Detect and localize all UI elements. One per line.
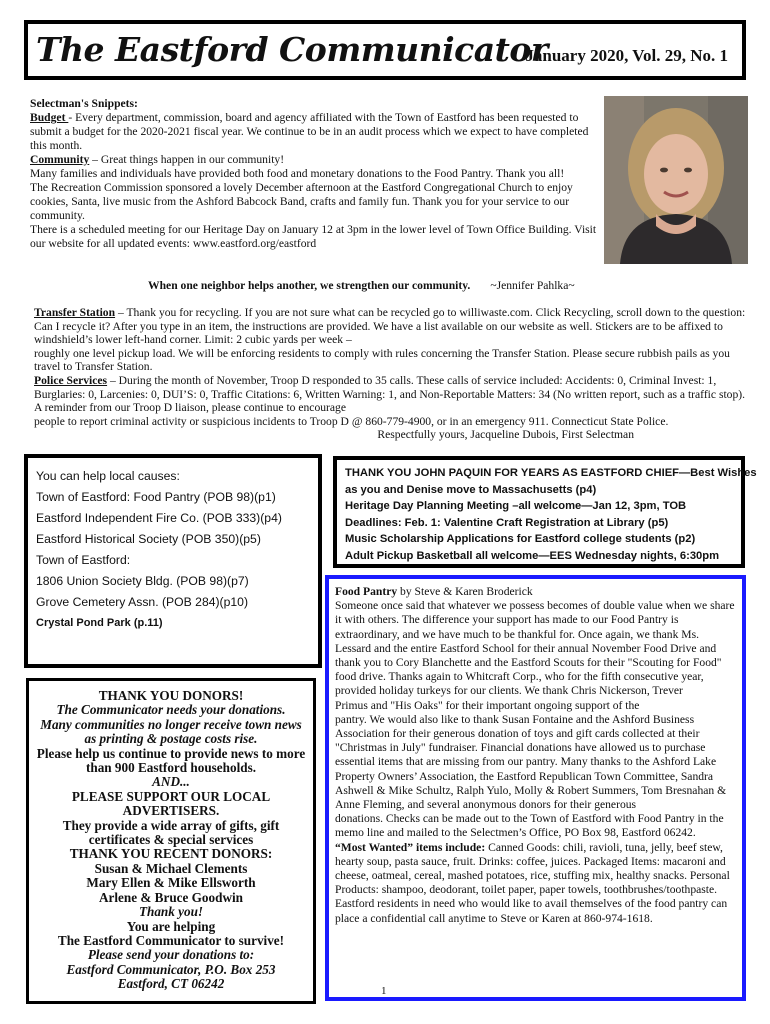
community-text: – Great things happen in our community! — [89, 153, 285, 166]
police-paragraph-2: people to report criminal activity or suspicious incidents to Troop D @ 860-779-4900, or in an emergency 911. Connecticut State Police. — [34, 414, 669, 428]
highlight-item: Music Scholarship Applications for Eastford college students (p2) — [345, 533, 696, 545]
donors-line: You are helping — [126, 918, 216, 934]
community-quote — [148, 279, 708, 293]
donors-line: THANK YOU RECENT DONORS: — [69, 846, 273, 862]
transfer-text: – Thank you for recycling. If you are not sure what can be recycled go to williwaste.com. Click Recycling, scroll down to the question: Can I recycle it? After you type in an item, the instructions are provided. We have a list available on our website as well. Stickers are to be affixed to windshield’s lower left-hand corner. Limit: 2 cubic yards per week – — [34, 306, 746, 347]
local-causes-box — [24, 454, 322, 668]
police-paragraph — [34, 374, 746, 415]
pantry-byline: by Steve & Karen Broderick — [397, 585, 533, 598]
food-pantry-article — [325, 575, 746, 1001]
donors-line: Please help us continue to provide news to more than 900 Eastford households. — [36, 745, 306, 776]
donors-address: Eastford, CT 06242 — [117, 976, 225, 992]
selectman-snippets — [30, 97, 600, 251]
highlight-item: Heritage Day Planning Meeting –all welcome—Jan 12, 3pm, TOB — [345, 500, 687, 512]
community-label: Community — [30, 153, 90, 166]
selectman-photo — [604, 96, 748, 264]
budget-label: Budget — [30, 111, 69, 124]
pantry-paragraph: Primus and "His Oaks" for their important ongoing support of the — [335, 698, 640, 712]
highlight-item: THANK YOU JOHN PAQUIN FOR YEARS AS EASTFORD CHIEF—Best Wishes — [345, 467, 757, 479]
selectman-signature: Respectfully yours, Jacqueline Dubois, First Selectman — [377, 428, 634, 442]
budget-text: - Every department, commission, board and agency affiliated with the Town of Eastford has been requested to submit a budget for the 2020-2021 fiscal year. We continue to be in an audit process which we expect to have completed this month. — [30, 111, 589, 152]
community-paragraph — [30, 153, 600, 167]
donors-line: The Communicator needs your donations. — [56, 702, 286, 718]
cause-item: Eastford Independent Fire Co. (POB 333)(p4) — [36, 511, 282, 525]
police-label: Police Services — [34, 373, 108, 387]
transfer-paragraph-2: roughly one level pickup load. We will be enforcing residents to comply with rules concerning the Transfer Station. Please secure rubbish pails as you travel to Transfer Station. — [34, 346, 730, 374]
recreation-line: The Recreation Commission sponsored a lovely December afternoon at the Eastford Congregational Church to enjoy cookies, Santa, live music from the Ashford Babcock Band, crafts and family fun. Thank you for your service to our community. — [30, 181, 573, 222]
pantry-paragraph: pantry. We would also like to thank Susan Fontaine and the Ashford Business Association for their generous donation of toys and gift cards collected at their "Christmas in July" fundraiser. Financial donations have allowed us to purchase essential items that are missing from our pantry. Many thanks to the Ashford Lake Property Owners’ Association, the Eastford Republican Town Committee, Sandra Ashwell & Mike Schultz, Ralph Yulo, Molly & Robert Summers, Tom Bresnahan & Anne Fleming, and several anonymous donors for their generous — [335, 712, 727, 812]
quote-text: When one neighbor helps another, we strengthen our community. — [148, 279, 471, 292]
cause-item: Eastford Historical Society (POB 350)(p5) — [36, 532, 261, 546]
wanted-label: “Most Wanted” items include: — [335, 840, 486, 854]
donors-line: The Eastford Communicator to survive! — [57, 932, 285, 948]
cause-item: Crystal Pond Park (p.11) — [36, 617, 163, 629]
transfer-police-section — [34, 306, 746, 442]
wanted-text: Canned Goods: chili, ravioli, tuna, jelly, beef stew, hearty soup, pasta sauce, fruit. Drinks: coffee, juices. Packaged Items: macaroni and cheese, oatmeal, cereal, mashed potatoes, rice, stuffing mix, healthy snacks. Personal Products: shampoo, deodorant, toilet paper, paper towels, toothbrushes/toothpaste. Eastford residents in need who would like to avail themselves of the food pantry can place a confidential call anytime to Steve or Karen at 860-974-1618. — [335, 840, 730, 925]
transfer-paragraph — [34, 306, 746, 347]
cause-item: Town of Eastford: Food Pantry (POB 98)(p1) — [36, 490, 276, 504]
masthead — [24, 20, 746, 80]
portrait-illustration — [604, 96, 748, 264]
donations-line: Many families and individuals have provided both food and monetary donations to the Food Pantry. Thank you all! — [30, 167, 565, 180]
highlight-item: Deadlines: Feb. 1: Valentine Craft Registration at Library (p5) — [345, 516, 669, 529]
page-number: 1 — [381, 985, 387, 997]
highlight-item: as you and Denise move to Massachusetts (p4) — [345, 483, 597, 496]
cause-item: Grove Cemetery Assn. (POB 284)(p10) — [36, 595, 249, 609]
donors-address: Eastford Communicator, P.O. Box 253 — [66, 961, 276, 977]
donor-name: Susan & Michael Clements — [94, 860, 248, 876]
pantry-paragraph: donations. Checks can be made out to the Town of Eastford with Food Pantry in the memo line and mailed to the Selectmen’s Office, PO Box 98, Eastford 06242. — [335, 812, 724, 840]
pantry-title: Food Pantry — [335, 585, 398, 598]
newsletter-title: The Eastford Communicator — [36, 30, 548, 69]
pantry-wanted — [335, 841, 736, 926]
quote-author: ~Jennifer Pahlka~ — [490, 279, 575, 292]
causes-heading: You can help local causes: — [36, 469, 180, 483]
donors-line: Many communities no longer receive town news as printing & postage costs rise. — [40, 716, 302, 747]
cause-item: 1806 Union Society Bldg. (POB 98)(p7) — [36, 574, 249, 588]
donors-line: Thank you! — [138, 904, 204, 920]
donors-heading: THANK YOU DONORS! — [98, 688, 244, 703]
highlights-box — [333, 456, 757, 568]
transfer-label: Transfer Station — [34, 306, 116, 319]
snippets-heading: Selectman's Snippets: — [30, 97, 138, 110]
donor-name: Mary Ellen & Mike Ellsworth — [86, 875, 256, 891]
donors-line: PLEASE SUPPORT OUR LOCAL ADVERTISERS. — [71, 788, 271, 819]
donors-line: They provide a wide array of gifts, gift certificates & special services — [62, 817, 280, 848]
police-text: – During the month of November, Troop D responded to 35 calls. These calls of service included: Accidents: 0, Criminal Invest: 1, Burglaries: 0, Larcenies: 0, DUI’S: 0, Traffic Citations: 6, Written Warning: 1, and Non-Reportable Matters: 34 (No written report, such as a traffic stop). A reminder from our Troop D liaison, please continue to encourage — [34, 373, 746, 415]
pantry-paragraph: Someone once said that whatever we possess becomes of double value when we share it with others. The difference your support has made to our Food Pantry is extraordinary, and we have much to be thankful for. Once again, we thank Ms. Lessard and the entire Eastford School for their annual November Food Drive and thank you to Cory Blanchette and the Eastford Scouts for their "Scouting for Food" food drive. Thanks again to Whitcraft Corp., who for the fifth consecutive year, provided holiday turkeys for our clients. We thank Chris Nickerson, Trever — [335, 599, 735, 698]
highlight-item: Adult Pickup Basketball all welcome—EES Wednesday nights, 6:30pm — [345, 549, 720, 562]
issue-date: January 2020, Vol. 29, No. 1 — [525, 46, 728, 65]
donors-box — [26, 678, 316, 1004]
budget-paragraph — [30, 111, 600, 153]
cause-item: Town of Eastford: — [36, 553, 131, 567]
donors-line: AND... — [152, 774, 190, 790]
donors-line: Please send your donations to: — [87, 947, 255, 963]
donor-name: Arlene & Bruce Goodwin — [99, 889, 243, 905]
heritage-line: There is a scheduled meeting for our Heritage Day on January 12 at 3pm in the lower level of Town Office Building. Visit our website for all updated events: www.eastford.org/eastford — [30, 223, 597, 250]
pantry-title-line — [335, 585, 736, 599]
